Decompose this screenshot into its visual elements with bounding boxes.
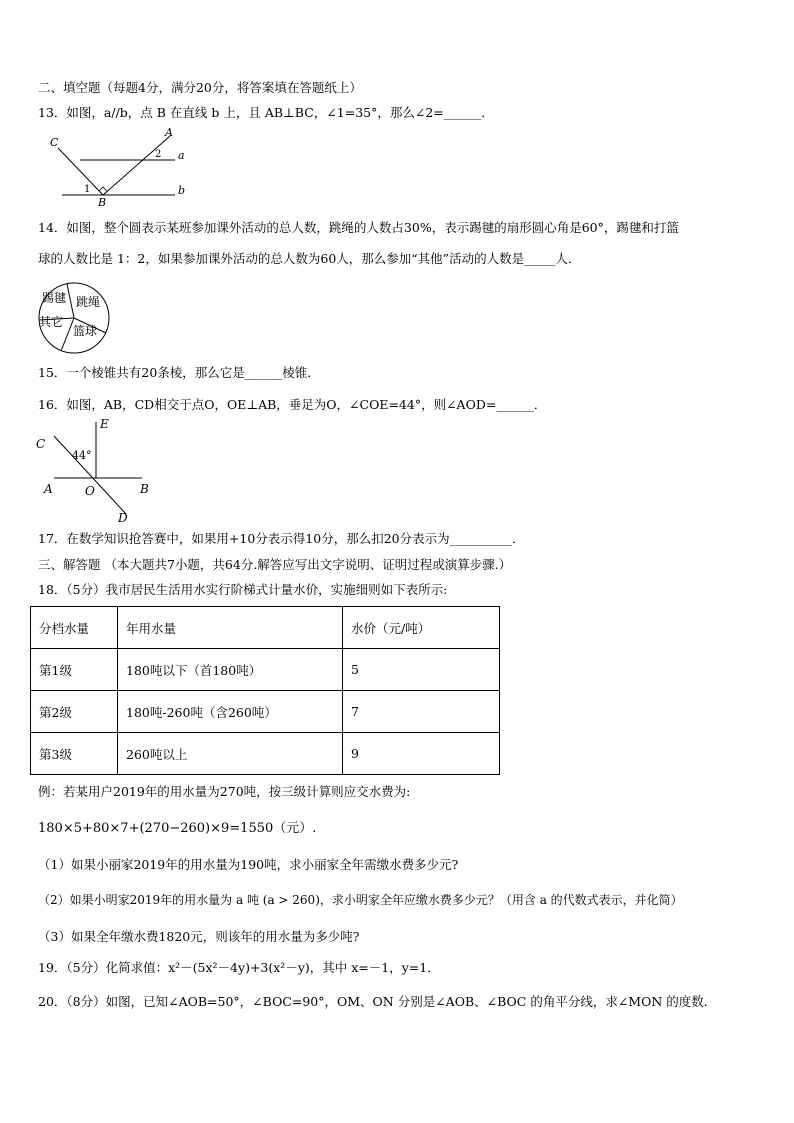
table-header-cell: 年用水量	[118, 607, 343, 649]
table-header-cell: 水价（元/吨）	[343, 607, 500, 649]
fig13-label-a-line: a	[178, 149, 185, 162]
section-3-heading: 三、解答题 （本大题共7小题，共64分.解答应写出文字说明、证明过程或演算步骤.）	[38, 557, 512, 572]
section-2-heading: 二、填空题（每题4分，满分20分，将答案填在答题纸上）	[38, 80, 362, 95]
table-cell: 第2级	[31, 691, 118, 733]
question-16: 16．如图，AB，CD相交于点O，OE⊥AB，垂足为O，∠COE=44°，则∠AOD=______．	[38, 397, 547, 412]
table-cell: 9	[343, 733, 500, 775]
fig16-label-a: A	[44, 482, 53, 496]
question-18: 18．（5分）我市居民生活用水实行阶梯式计量水价，实施细则如下表所示:	[38, 582, 448, 597]
question-15: 15．一个棱锥共有20条棱，那么它是______棱锥．	[38, 365, 320, 380]
figure-16	[34, 416, 164, 526]
table-cell: 260吨以上	[118, 733, 343, 775]
figure-13	[40, 126, 200, 208]
pie-chart-figure	[36, 280, 116, 356]
fig16-label-angle: 44°	[72, 449, 92, 462]
pie-label-qita: 其它	[39, 315, 64, 329]
question-18-part-1: （1）如果小丽家2019年的用水量为190吨，求小丽家全年需缴水费多少元?	[38, 857, 459, 872]
example-text: 例：若某用户2019年的用水量为270吨，按三级计算则应交水费为:	[38, 784, 411, 799]
fig16-label-b: B	[140, 482, 149, 496]
fig13-label-c: C	[50, 136, 59, 149]
fig13-label-b-point: B	[98, 196, 107, 208]
fig13-label-b-line: b	[178, 184, 186, 197]
question-17: 17．在数学知识抢答赛中，如果用+10分表示得10分，那么扣20分表示为__________．	[38, 531, 525, 546]
table-row	[31, 691, 500, 733]
question-13: 13．如图，a//b，点 B 在直线 b 上，且 AB⊥BC，∠1=35°，那么∠2=______．	[38, 105, 494, 120]
question-18-part-2: （2）如果小明家2019年的用水量为 a 吨 (a > 260)，求小明家全年应缴水费多少元？（用含 a 的代数式表示，并化简）	[38, 893, 683, 907]
table-cell: 5	[343, 649, 500, 691]
table-cell: 7	[343, 691, 500, 733]
fig13-label-a-point: A	[165, 126, 173, 139]
table-cell: 第3级	[31, 733, 118, 775]
table-cell: 180吨-260吨（含260吨）	[118, 691, 343, 733]
table-header-row	[31, 607, 500, 649]
table-cell: 第1级	[31, 649, 118, 691]
fig16-label-c: C	[36, 437, 46, 451]
question-14-line-2: 球的人数比是 1：2，如果参加课外活动的总人数为60人，那么参加“其他”活动的人数是_____人．	[38, 251, 581, 266]
water-price-table	[30, 606, 500, 775]
pie-label-tiaosheng: 跳绳	[76, 295, 101, 309]
pie-label-lanqiu: 篮球	[73, 324, 98, 338]
fig16-label-d: D	[118, 511, 128, 525]
fig16-label-o: O	[85, 484, 95, 498]
question-18-part-3: （3）如果全年缴水费1820元，则该年的用水量为多少吨?	[38, 929, 360, 944]
question-19: 19．（5分）化简求值：x²－(5x²－4y)+3(x²－y)，其中 x=－1，y=1．	[38, 960, 440, 975]
table-header-cell: 分档水量	[31, 607, 118, 649]
fig13-label-1: 1	[84, 184, 91, 195]
table-cell: 180吨以下（首180吨）	[118, 649, 343, 691]
example-formula: 180×5+80×7+(270−260)×9=1550（元）.	[38, 821, 317, 836]
table-row	[31, 649, 500, 691]
question-14-line-1: 14．如图，整个圆表示某班参加课外活动的总人数，跳绳的人数占30%，表示踢毽的扇形圆心角是60°，踢毽和打篮	[38, 220, 679, 235]
table-row	[31, 733, 500, 775]
pie-label-tijian: 踢毽	[42, 291, 67, 305]
fig13-label-2: 2	[155, 149, 162, 160]
question-20: 20．（8分）如图，已知∠AOB=50°，∠BOC=90°，OM、ON 分别是∠AOB、∠BOC 的角平分线，求∠MON 的度数．	[38, 994, 717, 1009]
fig16-label-e: E	[100, 417, 109, 431]
